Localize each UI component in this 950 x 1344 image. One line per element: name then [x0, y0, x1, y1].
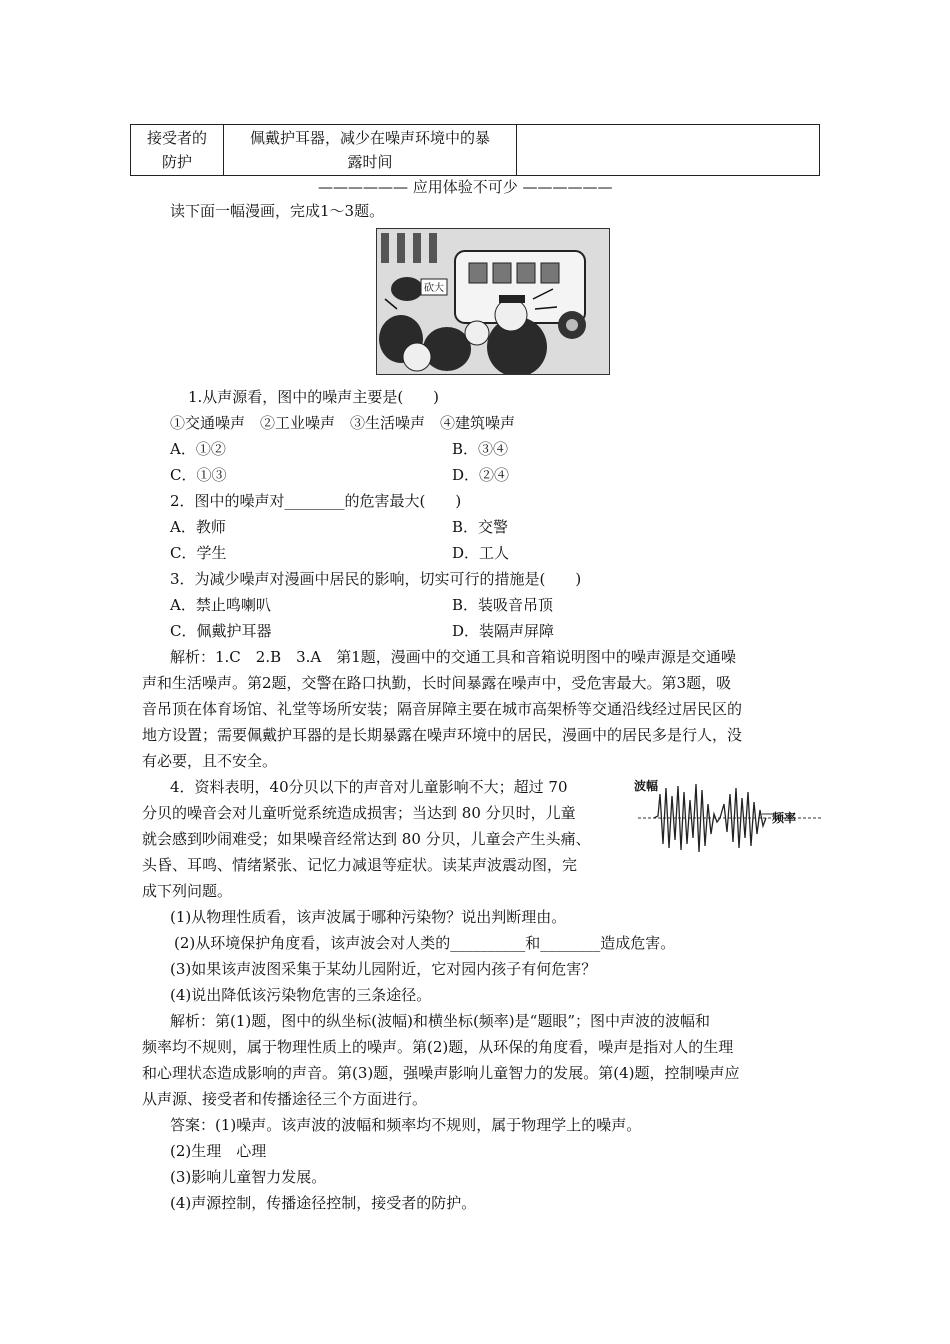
- q3-option-c: C．佩戴护耳器: [170, 622, 272, 640]
- q1-stem: 1.从声源看，图中的噪声主要是( ): [188, 388, 440, 406]
- analysis1-line4: 地方设置；需要佩戴护耳器的是长期暴露在噪声环境中的居民，漫画中的居民多是行人，没: [142, 726, 743, 744]
- section-header: —————— 应用体验不可少 ——————: [318, 178, 613, 196]
- q1-option-b: B．③④: [452, 440, 509, 458]
- intro-text: 读下面一幅漫画，完成1～3题。: [170, 202, 385, 220]
- q4-line2: 分贝的噪音会对儿童听觉系统造成损害；当达到 80 分贝时，儿童: [142, 804, 576, 822]
- analysis2-line3: 和心理状态造成影响的声音。第(3)题，强噪声影响儿童智力的发展。第(4)题，控制噪声应: [142, 1064, 740, 1082]
- q2-option-c: C．学生: [170, 544, 227, 562]
- q4-sub3: (3)如果该声波图采集于某幼儿园附近，它对园内孩子有何危害？: [170, 960, 597, 978]
- q2-stem: 2．图中的噪声对________的危害最大( ): [170, 492, 462, 510]
- table-cell-measure-line2: 露时间: [347, 153, 393, 171]
- table-cell-receiver-line1: 接受者的: [146, 129, 207, 147]
- table-cell-receiver-line2: 防护: [161, 153, 192, 171]
- q4-line5: 成下列问题。: [142, 882, 233, 900]
- analysis2-line2: 频率均不规则，属于物理性质上的噪声。第(2)题，从环保的角度看，噪声是指对人的生理: [142, 1038, 734, 1056]
- answer-line3: (3)影响儿童智力发展。: [170, 1168, 327, 1186]
- q1-option-a: A．①②: [170, 440, 226, 458]
- analysis2-line4: 从声源、接受者和传播途径三个方面进行。: [142, 1090, 428, 1108]
- analysis2-line1: 解析：第(1)题，图中的纵坐标(波幅)和横坐标(频率)是“题眼”；图中声波的波幅和: [170, 1012, 710, 1030]
- protection-table: [130, 124, 820, 176]
- q4-sub4: (4)说出降低该污染物危害的三条途径。: [170, 986, 432, 1004]
- answer-line1: 答案：(1)噪声。该声波的波幅和频率均不规则，属于物理学上的噪声。: [170, 1116, 642, 1134]
- q3-option-d: D．装隔声屏障: [452, 622, 555, 640]
- q1-option-c: C．①③: [170, 466, 227, 484]
- analysis1-line1: 解析：1.C 2.B 3.A 第1题，漫画中的交通工具和音箱说明图中的噪声源是交通噪: [170, 648, 736, 666]
- wave-ylabel: 波幅: [634, 779, 659, 793]
- answer-line4: (4)声源控制，传播途径控制，接受者的防护。: [170, 1194, 477, 1212]
- answer-line2: (2)生理 心理: [170, 1142, 267, 1160]
- analysis1-line3: 音吊顶在体育场馆、礼堂等场所安装；隔音屏障主要在城市高架桥等交通沿线经过居民区的: [142, 700, 743, 718]
- cartoon-sign-text: 砍大: [424, 283, 444, 294]
- table-cell-receiver: [131, 125, 224, 176]
- q2-option-d: D．工人: [452, 544, 510, 562]
- q4-line3: 就会感到吵闹难受；如果噪音经常达到 80 分贝，儿童会产生头痛、: [142, 830, 591, 848]
- q2-option-a: A．教师: [170, 518, 226, 536]
- q4-line1: 4．资料表明，40分贝以下的声音对儿童影响不大；超过 70: [170, 778, 568, 796]
- q3-option-a: A．禁止鸣喇叭: [170, 596, 271, 614]
- q4-sub1: (1)从物理性质看，该声波属于哪种污染物？说出判断理由。: [170, 908, 567, 926]
- q2-option-b: B．交警: [452, 518, 509, 536]
- q1-option-d: D．②④: [452, 466, 510, 484]
- q3-option-b: B．装吸音吊顶: [452, 596, 554, 614]
- q3-stem: 3．为减少噪声对漫画中居民的影响，切实可行的措施是( ): [170, 570, 582, 588]
- table-cell-measure: [224, 125, 517, 176]
- q4-sub2: (2)从环境保护角度看，该声波会对人类的__________和________造成危害。: [174, 934, 676, 952]
- analysis1-line2: 声和生活噪声。第2题，交警在路口执勤，长时间暴露在噪声中，受危害最大。第3题，吸: [142, 674, 732, 692]
- noise-cartoon-image: [376, 228, 610, 375]
- table-cell-measure-line1: 佩戴护耳器，减少在噪声环境中的暴: [249, 129, 490, 147]
- q4-line4: 头昏、耳鸣、情绪紧张、记忆力减退等症状。读某声波震动图，完: [142, 856, 578, 874]
- sound-wave-figure: [632, 774, 824, 856]
- analysis1-line5: 有必要，且不安全。: [142, 752, 278, 770]
- q1-options-line: ①交通噪声 ②工业噪声 ③生活噪声 ④建筑噪声: [170, 414, 516, 432]
- wave-xlabel: 频率: [772, 811, 797, 825]
- table-cell-empty: [517, 125, 820, 176]
